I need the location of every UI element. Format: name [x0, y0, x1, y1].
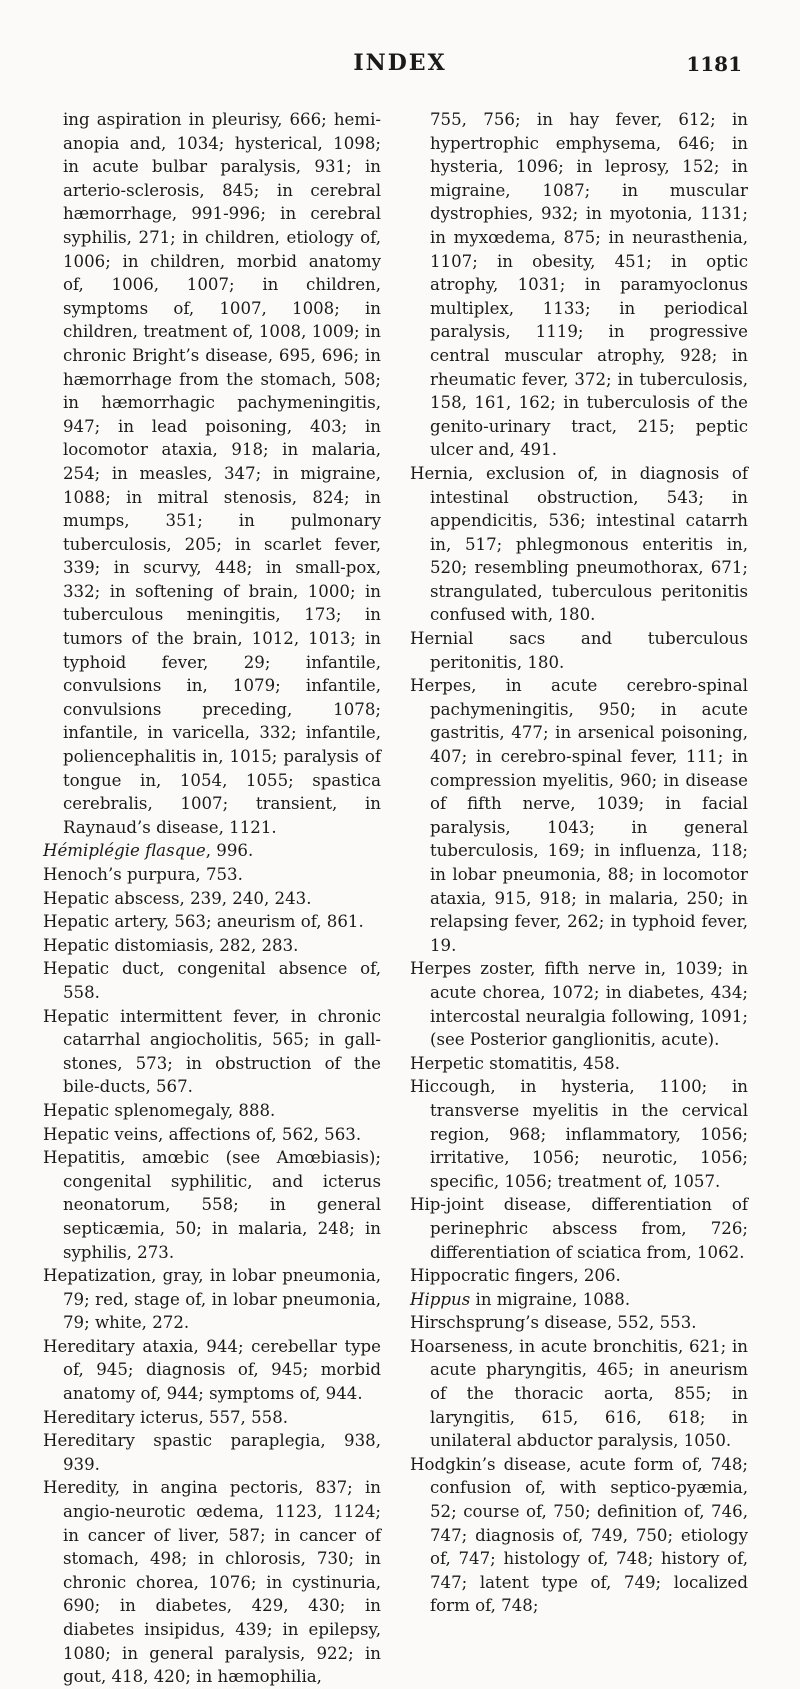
index-entry: Hepatic abscess, 239, 240, 243.: [43, 888, 312, 908]
index-entry: Hepatic veins, affections of, 562, 563.: [43, 1124, 362, 1144]
index-entry: ing aspiration in pleurisy, 666; hemi-anopia and, 1034; hysterical, 1098; in acute bulbar paralysis, 931; in arterio-sclerosis, 845; in cerebral hæmorrhage, 991-996; in cerebral syphilis, 271; in children, etiology of, 1006; in children, morbid anatomy of, 1006, 1007; in children, symptoms of, 1007, 1008; in children, treatment of, 1008, 1009; in chronic Bright’s disease, 695, 696; in hæmorrhage from the stomach, 508; in hæmorrhagic pachymeningitis, 947; in lead poisoning, 403; in locomotor ataxia, 918; in malaria, 254; in measles, 347; in migraine, 1088; in mitral stenosis, 824; in mumps, 351; in pulmonary tuberculosis, 205; in scarlet fever, 339; in scurvy, 448; in small-pox, 332; in softening of brain, 1000; in tuberculous meningitis, 173; in tumors of the brain, 1012, 1013; in typhoid fever, 29; infantile, convulsions in, 1079; infantile, convulsions preceding, 1078; infantile, in varicella, 332; infantile, poliencephalitis in, 1015; paralysis of tongue in, 1054, 1055; spastica cerebralis, 1007; transient, in Raynaud’s disease, 1121.: [63, 110, 381, 837]
index-entry: Hereditary spastic paraplegia, 938, 939.: [43, 1431, 381, 1474]
index-entry: 755, 756; in hay fever, 612; in hypertrophic emphysema, 646; in hysteria, 1096; in leprosy, 152; in migraine, 1087; in muscular dystrophies, 932; in myotonia, 1131; in myxœdema, 875; in neurasthenia, 1107; in obesity, 451; in optic atrophy, 1031; in paramyoclonus multiplex, 1133; in periodical paralysis, 1119; in progressive central muscular atrophy, 928; in rheumatic fever, 372; in tuberculosis, 158, 161, 162; in tuberculosis of the genito-urinary tract, 215; peptic ulcer and, 491.: [430, 110, 748, 460]
index-entry: Hepatic duct, congenital absence of, 558.: [43, 959, 381, 1002]
index-entry: Hepatic splenomegaly, 888.: [43, 1100, 276, 1120]
right-column: [410, 108, 748, 1618]
index-entry: Herpes zoster, fifth nerve in, 1039; in acute chorea, 1072; in diabetes, 434; intercostal neuralgia following, 1091; (see Posterior ganglionitis, acute).: [410, 959, 748, 1050]
index-entry: Hiccough, in hysteria, 1100; in transverse myelitis in the cervical region, 968; inflammatory, 1056; irritative, 1056; neurotic, 1056; specific, 1056; treatment of, 1057.: [410, 1077, 748, 1191]
index-entry: Hernia, exclusion of, in diagnosis of intestinal obstruction, 543; in appendicitis, 536; intestinal catarrh in, 517; phlegmonous enteritis in, 520; resembling pneumothorax, 671; strangulated, tuberculous peritonitis confused with, 180.: [410, 463, 748, 625]
page-header: [0, 50, 800, 80]
running-title: INDEX: [353, 50, 447, 76]
index-entry: Hepatization, gray, in lobar pneumonia, 79; red, stage of, in lobar pneumonia, 79; white, 272.: [43, 1266, 381, 1333]
index-entry: Herpetic stomatitis, 458.: [410, 1053, 620, 1073]
index-entry: Hereditary icterus, 557, 558.: [43, 1407, 289, 1427]
index-entry: Hernial sacs and tuberculous peritonitis, 180.: [410, 629, 748, 672]
index-entry: Hepatitis, amœbic (see Amœbiasis); congenital syphilitic, and icterus neonatorum, 558; in general septicæmia, 50; in malaria, 248; in syphilis, 273.: [43, 1148, 381, 1262]
index-entry: Hodgkin’s disease, acute form of, 748; confusion of, with septico-pyæmia, 52; course of, 750; definition of, 746, 747; diagnosis of, 749, 750; etiology of, 747; histology of, 748; history of, 747; latent type of, 749; localized form of, 748;: [410, 1454, 748, 1616]
index-entry: Hepatic intermittent fever, in chronic catarrhal angiocholitis, 565; in gall-stones, 573; in obstruction of the bile-ducts, 567.: [43, 1006, 381, 1097]
index-entry: Herpes, in acute cerebro-spinal pachymeningitis, 950; in acute gastritis, 477; in arsenical poisoning, 407; in cerebro-spinal fever, 111; in compression myelitis, 960; in disease of fifth nerve, 1039; in facial paralysis, 1043; in general tuberculosis, 169; in influenza, 118; in lobar pneumonia, 88; in locomotor ataxia, 915, 918; in malaria, 250; in relapsing fever, 262; in typhoid fever, 19.: [410, 676, 748, 955]
index-entry: Heredity, in angina pectoris, 837; in angio-neurotic œdema, 1123, 1124; in cancer of liver, 587; in cancer of stomach, 498; in chlorosis, 730; in chronic chorea, 1076; in cystinuria, 690; in diabetes, 429, 430; in diabetes insipidus, 439; in epilepsy, 1080; in general paralysis, 922; in gout, 418, 420; in hæmophilia,: [43, 1478, 381, 1687]
left-column: [43, 108, 381, 1689]
index-entry: Hip-joint disease, differentiation of perinephric abscess from, 726; differentiation of sciatica from, 1062.: [410, 1195, 748, 1262]
italic-term: Hippus: [410, 1289, 471, 1309]
index-entry: Hippocratic fingers, 206.: [410, 1266, 621, 1286]
index-entry: Hereditary ataxia, 944; cerebellar type of, 945; diagnosis of, 945; morbid anatomy of, 944; symptoms of, 944.: [43, 1336, 381, 1404]
index-entry: Hirschsprung’s disease, 552, 553.: [410, 1313, 697, 1333]
page-number: 1181: [686, 52, 742, 76]
index-entry: Hoarseness, in acute bronchitis, 621; in acute pharyngitis, 465; in aneurism of the thoracic aorta, 855; in laryngitis, 615, 616, 618; in unilateral abductor paralysis, 1050.: [410, 1336, 748, 1451]
index-entry: Henoch’s purpura, 753.: [43, 865, 243, 884]
index-entry: Hémiplégie flasque, 996.: [43, 841, 254, 861]
index-entry: Hepatic distomiasis, 282, 283.: [43, 935, 299, 955]
index-entry: Hepatic artery, 563; aneurism of, 861.: [43, 912, 364, 932]
italic-term: Hémiplégie flasque: [43, 841, 206, 861]
index-entry: Hippus in migraine, 1088.: [410, 1289, 631, 1309]
